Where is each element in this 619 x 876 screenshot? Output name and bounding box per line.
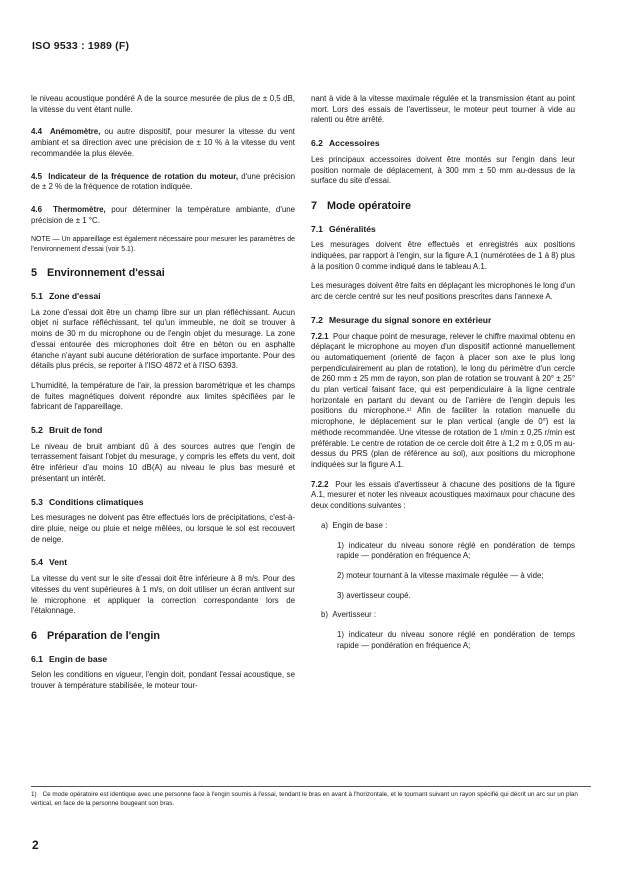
subsection-number: 7.1 <box>311 223 323 234</box>
paragraph: nant à vide à la vitesse maximale régulée et la transmission étant au point mort. Lors des essais de l'avertisseur, le moteur peut tourner à vide au ralenti ou être arrêté. <box>311 94 575 125</box>
clause-number: 7.2.2 <box>311 479 329 489</box>
subsection-heading-6-1 <box>31 654 295 665</box>
subsection-title: Vent <box>48 557 68 568</box>
subsection-number: 5.2 <box>31 425 43 436</box>
subsection-heading-5-4 <box>31 557 295 568</box>
clause-text: d'une précision de ± 2 % de la fréquence de rotation indiquée. <box>31 171 295 192</box>
subsection-number: 5.3 <box>31 496 43 507</box>
subsection-title: Conditions climatiques <box>48 496 144 507</box>
clause-number: 4.6 <box>31 204 42 214</box>
list-item-a <box>321 521 575 532</box>
subsection-number: 7.2 <box>311 314 323 325</box>
clause-number: 4.5 <box>31 171 42 181</box>
clause-text: ou autre dispositif, pour mesurer la vitesse du vent ambiant et sa direction avec une précision de ± 10 % à la vitesse du vent recommandée la plus élevée. <box>31 127 295 158</box>
clause-number: 7.2.1 <box>311 331 329 341</box>
subsection-number: 6.1 <box>31 653 43 664</box>
sublist-item: 1) indicateur du niveau sonore réglé en pondération de temps rapide — pondération en fréquence A; <box>337 540 575 561</box>
section-heading-7 <box>311 201 575 212</box>
paragraph: Selon les conditions en vigueur, l'engin doit, pondant l'essai acoustique, se trouver à température stabilisée, le moteur tour- <box>31 670 295 691</box>
subsection-heading-5-1 <box>31 291 295 302</box>
subsection-number: 5.1 <box>31 291 43 302</box>
footnote-text: Ce mode opératoire est identique avec une personne face à l'engin soumis à l'essai, tendant le bras en avant à l'horizontale, et le tournant suivant un rayon spécifié qui décrit un arc sur un plan vertical, en face de la personne bougeant son bras. <box>31 791 578 807</box>
subsection-number: 6.2 <box>311 138 323 149</box>
subsection-title: Bruit de fond <box>48 425 103 436</box>
section-heading-6 <box>31 631 295 642</box>
clause-text: Pour les essais d'avertisseur à chacune des positions de la figure A.1, mesurer et noter les niveaux acoustiques maximaux pour chacune des deux conditions suivantes : <box>311 479 575 511</box>
right-column <box>311 94 575 660</box>
left-column <box>31 94 295 701</box>
subsection-title: Accessoires <box>328 138 380 149</box>
clause-7-2-2 <box>311 480 575 512</box>
subsection-heading-5-3 <box>31 497 295 508</box>
paragraph: La vitesse du vent sur le site d'essai doit être inférieure à 8 m/s. Pour des vitesses du vent supérieures à 1 m/s, on doit utiliser un écran antivent sur le microphone et appliquer la correction correspondante lors de l'étalonnage. <box>31 574 295 616</box>
list-text: Engin de base : <box>332 520 388 530</box>
subsection-title: Généralités <box>328 223 376 234</box>
subsection-title: Mesurage du signal sonore en extérieur <box>328 314 492 325</box>
subsection-heading-5-2 <box>31 425 295 436</box>
clause-7-2-1 <box>311 332 575 471</box>
subsection-heading-7-2 <box>311 315 575 326</box>
page-number: 2 <box>32 838 39 852</box>
sublist-item: 1) indicateur du niveau sonore réglé en pondération de temps rapide — pondération en fréquence A; <box>337 630 575 650</box>
clause-title: Thermomètre, <box>53 204 106 214</box>
footnote-mark: 1) <box>31 791 37 798</box>
paragraph: le niveau acoustique pondéré A de la source mesurée de plus de ± 0,5 dB, la vitesse du vent étant nulle. <box>31 94 295 114</box>
section-title: Mode opératoire <box>327 199 412 212</box>
page-header: ISO 9533 : 1989 (F) <box>32 40 130 52</box>
subsection-heading-6-2 <box>311 138 575 149</box>
paragraph: Le niveau de bruit ambiant dû à des sources autres que l'engin de terrassement faisant l'objet du mesurage, y compris les effets du vent, doit être inférieur d'au moins 10 dB(A) au niveau le plus bas mesuré et présentant un intérêt. <box>31 441 295 483</box>
clause-title: Anémomètre, <box>49 127 101 137</box>
clause-title: Indicateur de la fréquence de rotation du moteur, <box>48 171 239 181</box>
clause-number: 4.4 <box>31 127 42 137</box>
footnote-divider <box>31 786 591 787</box>
list-item-b <box>321 610 575 621</box>
section-number: 5 <box>31 267 38 280</box>
sublist-item: 3) avertisseur coupé. <box>337 590 411 600</box>
subsection-number: 5.4 <box>31 557 43 568</box>
section-number: 6 <box>31 629 38 642</box>
subsection-title: Zone d'essai <box>48 291 101 302</box>
clause-4-5 <box>31 172 295 193</box>
paragraph: Les mesurages doivent être effectués et enregistrés aux positions indiquées, par rapport à l'engin, sur la figure A.1 (numérotées de 1 à 8) plus à la position 0 comme indiqué dans le tableau A.1. <box>311 240 575 271</box>
section-heading-5 <box>31 268 295 279</box>
subsection-title: Engin de base <box>48 653 108 664</box>
paragraph: Les mesurages doivent être faits en déplaçant les microphones le long d'un arc de cercle centré sur les neuf positions prescrites dans l'annexe A. <box>311 281 575 302</box>
sublist-item: 2) moteur tournant à la vitesse maximale régulée — à vide; <box>337 570 544 580</box>
list-label: a) <box>321 520 329 530</box>
list-text: Avertisseur : <box>332 610 377 620</box>
clause-4-6 <box>31 205 295 226</box>
paragraph: La zone d'essai doit être un champ libre sur un plan réfléchissant. Aucun objet ni surface réfléchissant, tel qu'un immeuble, ne doit se trouver à moins de 30 m du microphone ou de l'engin objet du mesurage. La zone d'essai entourée des microphones doit être en béton ou en asphalte étanche n'ayant subi aucune détérioration de surface importante. Pour des détails plus précis, se reporter à l'ISO 4872 et à l'ISO 6393. <box>31 307 295 371</box>
note: NOTE — Un appareillage est également nécessaire pour mesurer les paramètres de l'environnement d'essai (voir 5.1). <box>31 236 295 253</box>
list-label: b) <box>321 610 329 620</box>
paragraph: Les principaux accessoires doivent être montés sur l'engin dans leur position normale de déplacement, à 300 mm ± 50 mm au-dessus de la surface du site d'essai. <box>311 154 575 186</box>
paragraph: L'humidité, la température de l'air, la pression barométrique et les champs de fuites magnétiques doivent répondre aux limites spécifiées par le fabricant de l'appareillage. <box>31 380 295 412</box>
subsection-heading-7-1 <box>311 224 575 235</box>
clause-4-4 <box>31 127 295 159</box>
section-title: Environnement d'essai <box>47 267 165 280</box>
footnote <box>31 790 591 808</box>
clause-text: Pour chaque point de mesurage, relever le chiffre maximal obtenu en déplaçant le microphone au moyen d'un dispositif actionné manuellement ou automatiquement (orienté de façon à placer son axe le plus long perpendiculairement au plan de rotation), le long du périmètre d'un cercle de 260 mm ± 25 mm de rayon, son plan de rotation se trouvant à 20° ± 25° du plan vertical faisant face, qui est perpendiculaire à la ligne centrale horizontale en partant du devant ou de l'arrière de l'engin depuis les positions du microphone.¹⁾ Afin de faciliter la rotation manuelle du microphone, le déplacement sur le plan vertical (angle de 0°) est la méthode recommandée. Une vitesse de rotation de 1 r/min ± 0,25 r/min est préférable. Le centre de rotation de ce cercle doit être à 1,2 m ± 0,05 m au-dessus du PRS (plan de référence au sol), aux positions du microphone indiquées sur la figure A.1. <box>311 331 575 469</box>
clause-text: pour déterminer la température ambiante, d'une précision de ± 1 °C. <box>31 204 295 225</box>
paragraph: Les mesurages ne doivent pas être effectués lors de précipitations, c'est-à-dire pluie, neige ou pluie et neige mêlées, ou lorsque le sol est recouvert de neige. <box>31 513 295 544</box>
section-title: Préparation de l'engin <box>47 629 160 642</box>
section-number: 7 <box>311 199 318 212</box>
